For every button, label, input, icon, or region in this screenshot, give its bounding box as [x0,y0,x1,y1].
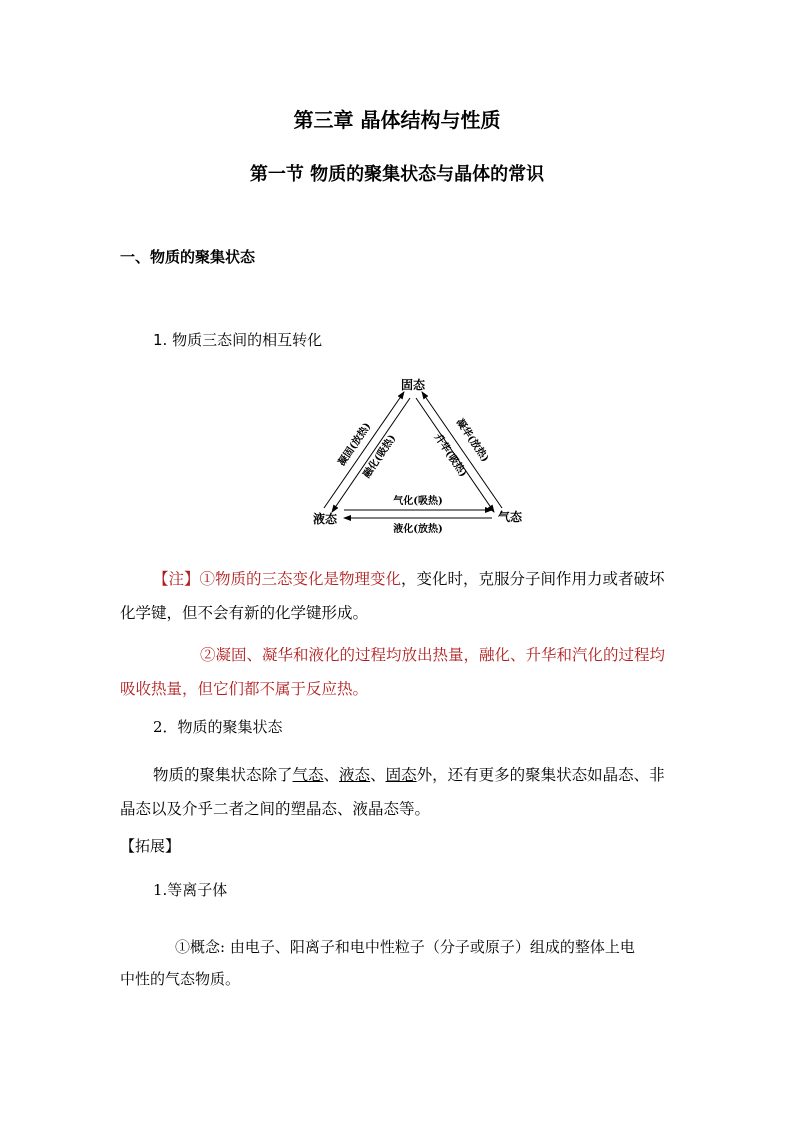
states-solid: 固态 [385,766,417,784]
label-liquefy: 液化(放热) [393,524,443,535]
note-label: 【注】 [153,570,200,588]
note-line2b: 吸收热量，但它们都不属于反应热。 [120,680,369,698]
plasma-heading: 1.等离子体 [153,881,228,899]
states-suffix: 外，还有更多的聚集状态如晶态、非 [416,766,665,784]
note-line2: ②凝固、凝华和液化的过程均放出热量，融化、升华和汽化的过程均 [200,646,666,664]
arrow-liquid-to-solid [324,392,404,508]
note-line1-rest: ，变化时，克服分子间作用力或者破坏 [401,570,665,588]
label-liquid: 液态 [312,512,338,526]
label-solid: 固态 [400,378,426,392]
section-title: 第一节 物质的聚集状态与晶体的常识 [249,164,545,185]
extension-label: 【拓展】 [120,837,181,855]
label-sublime: 升华(吸热) [431,432,469,480]
note-line1-red: ①物质的三态变化是物理变化 [199,570,402,588]
states-paragraph-line2: 晶态以及介乎二者之间的塑晶态、液晶态等。 [120,800,431,818]
states-paragraph-line1 [153,758,665,792]
states-liquid: 液态 [339,766,371,784]
arrow-gas-to-solid [422,392,502,508]
part1-heading: 一、物质的聚集状态 [120,248,256,266]
sub2-heading: 2．物质的聚集状态 [153,718,283,736]
note-line1 [153,562,665,596]
plasma-definition-line2: 中性的气态物质。 [120,970,241,988]
states-prefix: 物质的聚集状态除了 [153,766,293,784]
note-line1b: 化学键，但不会有新的化学键形成。 [120,604,369,622]
label-vaporize: 气化(吸热) [393,496,443,507]
label-solidify: 凝固(放热) [336,421,374,469]
label-gas: 气态 [497,510,523,524]
states-sep1: 、 [323,766,340,784]
sub1-heading: 1. 物质三态间的相互转化 [153,331,323,349]
states-sep2: 、 [370,766,386,784]
label-deposit: 凝华(放热) [453,417,491,465]
chapter-title: 第三章 晶体结构与性质 [293,108,501,132]
label-melt: 融化(吸热) [361,433,399,481]
plasma-definition-line1: ①概念: 由电子、阳离子和电中性粒子（分子或原子）组成的整体上电 [175,938,635,956]
states-gas: 气态 [292,766,324,784]
